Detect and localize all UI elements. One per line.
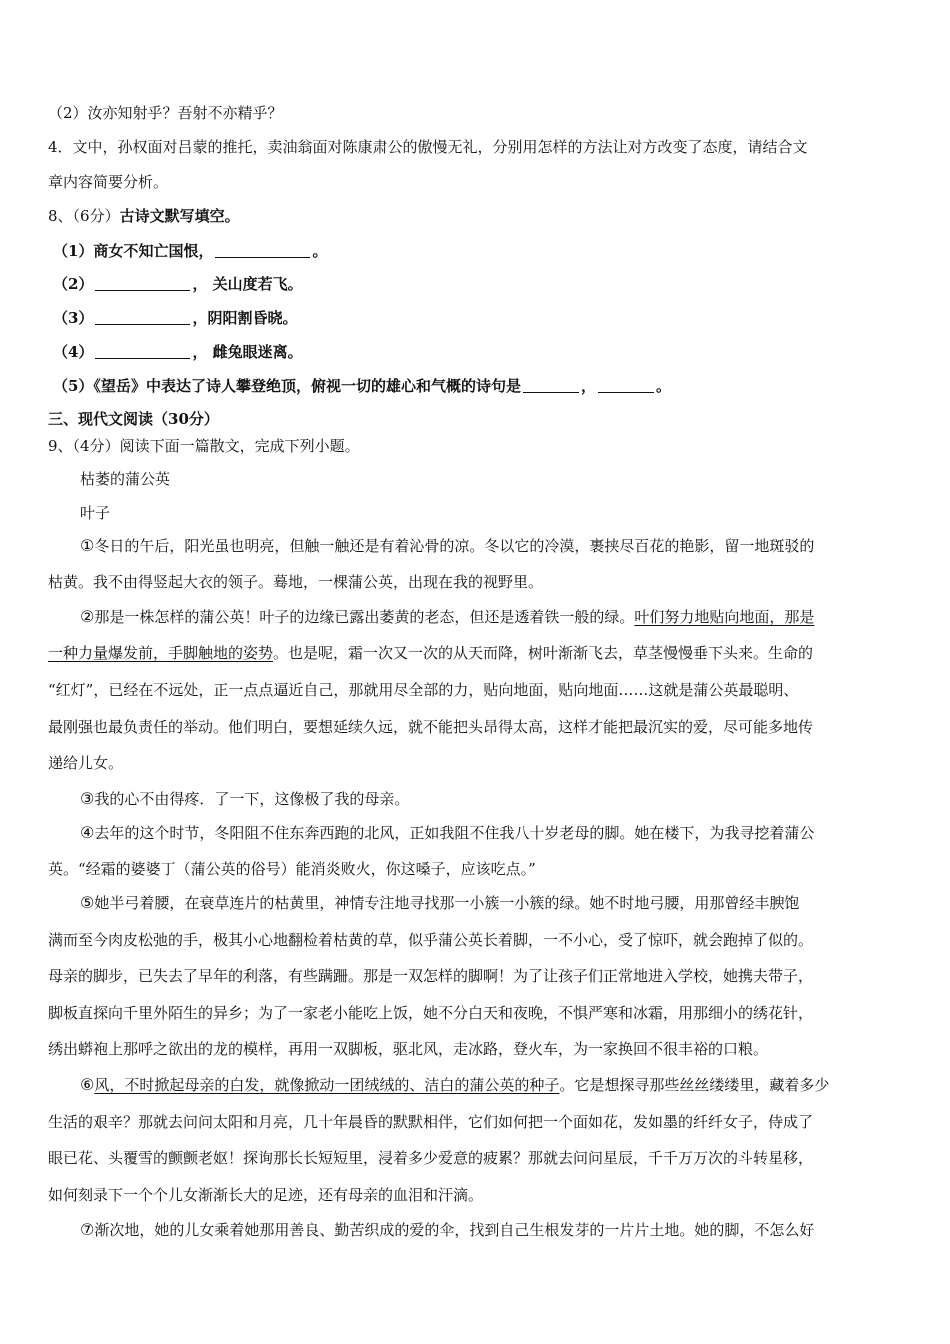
fill-blank-5-end: 。: [655, 377, 671, 395]
paragraph-2: [80, 607, 814, 627]
question-8-number: 8、（6分）: [48, 207, 120, 225]
paragraph-line: 递给儿女。: [48, 754, 124, 772]
question-4: 4．文中，孙权面对吕蒙的推托，卖油翁面对陈康肃公的傲慢无礼，分别用怎样的方法让对方改变了态度，请结合文: [48, 138, 808, 156]
question-4-cont: 章内容简要分析。: [48, 173, 169, 191]
answer-blank[interactable]: [215, 256, 310, 258]
paragraph-text: 她半弓着腰，在衰草连片的枯黄里，神情专注地寻找那一小簇一小簇的绿。她不时地弓腰，用那曾经丰腴饱: [94, 894, 800, 912]
paragraph-line: 脚板直探向千里外陌生的异乡；为了一家老小能吃上饭，她不分白天和夜晚，不惧严寒和冰霜，用那细小的绣花针，: [48, 1004, 814, 1022]
paragraph-number: ⑤: [80, 893, 95, 912]
question-8-heading: [48, 206, 240, 226]
essay-title: 枯萎的蒲公英: [80, 470, 171, 488]
underlined-sentence: 风，不时掀起母亲的白发，就像掀动一团绒绒的、洁白的蒲公英的种子: [94, 1076, 560, 1094]
question-8-title: 古诗文默写填空。: [119, 207, 240, 225]
paragraph-line: “红灯”，已经在不远处，正一点点逼近自己，那就用尽全部的力，贴向地面，贴向地面……这就是蒲公英最聪明、: [48, 681, 799, 699]
paragraph-3: [80, 789, 409, 809]
essay-author: 叶子: [80, 504, 111, 522]
paragraph-number: ②: [80, 607, 95, 626]
fill-blank-4-prompt: （4）: [53, 343, 94, 361]
answer-blank[interactable]: [95, 323, 190, 325]
paragraph-4: [80, 823, 814, 843]
answer-blank[interactable]: [95, 357, 190, 359]
paragraph-line: 英。“经霜的婆婆丁（蒲公英的俗号）能消炎败火，你这嗓子，应该吃点。”: [48, 860, 536, 878]
paragraph-line: 满而至今肉皮松弛的手，极其小心地翻检着枯黄的草，似乎蒲公英长着脚，一不小心，受了惊吓，就会跑掉了似的。: [48, 931, 814, 949]
paragraph-line: 母亲的脚步，已失去了早年的利落，有些蹒跚。那是一双怎样的脚啊！为了让孩子们正常地进入学校，她携夫带子，: [48, 967, 814, 985]
paragraph-line: 绣出蟒袍上那呼之欲出的龙的模样，再用一双脚板，驱北风，走冰路，登火车，为一家换回不很丰裕的口粮。: [48, 1040, 769, 1058]
paragraph-number: ①: [80, 536, 95, 555]
fill-blank-4: [53, 342, 303, 362]
paragraph-7: [80, 1220, 814, 1240]
answer-blank[interactable]: [523, 391, 579, 393]
paragraph-text: 。它是想探寻那些丝丝缕缕里，藏着多少: [559, 1076, 830, 1094]
paragraph-1: [80, 536, 814, 556]
fill-blank-1-end: 。: [312, 242, 328, 260]
fill-blank-2: [53, 274, 303, 294]
paragraph-text: 渐次地，她的儿女乘着她那用善良、勤苦织成的爱的伞，找到自己生根发芽的一片片土地。她的脚，不怎么好: [94, 1221, 815, 1239]
fill-blank-1: [53, 241, 327, 261]
fill-blank-5-prompt: （5）《望岳》中表达了诗人攀登绝顶，俯视一切的雄心和气概的诗句是: [53, 377, 521, 395]
paragraph-line: 如何刻录下一个个儿女渐渐长大的足迹，还有母亲的血泪和汗滴。: [48, 1186, 484, 1204]
paragraph-text: 冬日的午后，阳光虽也明亮，但触一触还是有着沁骨的凉。冬以它的冷漠，裹挟尽百花的艳影，留一地斑驳的: [94, 537, 815, 555]
fill-blank-3: [53, 308, 297, 328]
fill-blank-3-end: ，阴阳割昏晓。: [192, 309, 298, 327]
paragraph-number: ④: [80, 823, 95, 842]
answer-blank[interactable]: [95, 289, 190, 291]
paragraph-text: 那是一株怎样的蒲公英！叶子的边缘已露出萎黄的老态，但还是透着铁一般的绿。: [94, 608, 635, 626]
paragraph-number: ⑦: [80, 1220, 95, 1239]
question-9: 9、（4分）阅读下面一篇散文，完成下列小题。: [48, 437, 360, 455]
paragraph-line: [48, 643, 813, 663]
fill-blank-5: [53, 376, 671, 396]
answer-blank[interactable]: [598, 391, 654, 393]
paragraph-text: 去年的这个时节，冬阳阻不住东奔西跑的北风，正如我阻不住我八十岁老母的脚。她在楼下，为我寻挖着蒲公: [94, 824, 815, 842]
paragraph-text: 。也是呢，霜一次又一次的从天而降，树叶渐渐飞去，草茎慢慢垂下头来。生命的: [273, 644, 814, 662]
fill-blank-2-prompt: （2）: [53, 275, 94, 293]
fill-blank-2-end: ， 关山度若飞。: [192, 275, 303, 293]
paragraph-number: ⑥: [80, 1075, 95, 1094]
section-heading: 三、现代文阅读（30分）: [48, 410, 219, 428]
fill-blank-5-comma: ，: [580, 377, 596, 395]
fill-blank-3-prompt: （3）: [53, 309, 94, 327]
paragraph-5: [80, 893, 799, 913]
paragraph-line: 生活的艰辛？那就去问问太阳和月亮，几十年晨昏的默默相伴，它们如何把一个面如花，发如墨的纤纤女子，侍成了: [48, 1113, 814, 1131]
fill-blank-1-prompt: （1）商女不知亡国恨，: [53, 242, 214, 260]
paragraph-6: [80, 1075, 829, 1095]
fill-blank-4-end: ， 雌兔眼迷离。: [192, 343, 303, 361]
paragraph-line: 眼已花、头覆雪的颤颤老妪！探询那长长短短里，浸着多少爱意的疲累？那就去问问星辰，千千万万次的斗转星移，: [48, 1149, 814, 1167]
underlined-sentence: 一种力量爆发前，手脚触地的姿势: [48, 644, 274, 662]
paragraph-line: 枯黄。我不由得竖起大衣的领子。蓦地，一棵蒲公英，出现在我的视野里。: [48, 573, 544, 591]
paragraph-number: ③: [80, 789, 95, 808]
paragraph-text: 我的心不由得疼．了一下，这像极了我的母亲。: [94, 790, 410, 808]
question-line: （2）汝亦知射乎？吾射不亦精乎？: [48, 104, 283, 122]
paragraph-line: 最刚强也最负责任的举动。他们明白，要想延续久远，就不能把头昂得太高，这样才能把最沉实的爱，尽可能多地传: [48, 718, 814, 736]
underlined-sentence: 叶们努力地贴向地面，那是: [634, 608, 815, 626]
